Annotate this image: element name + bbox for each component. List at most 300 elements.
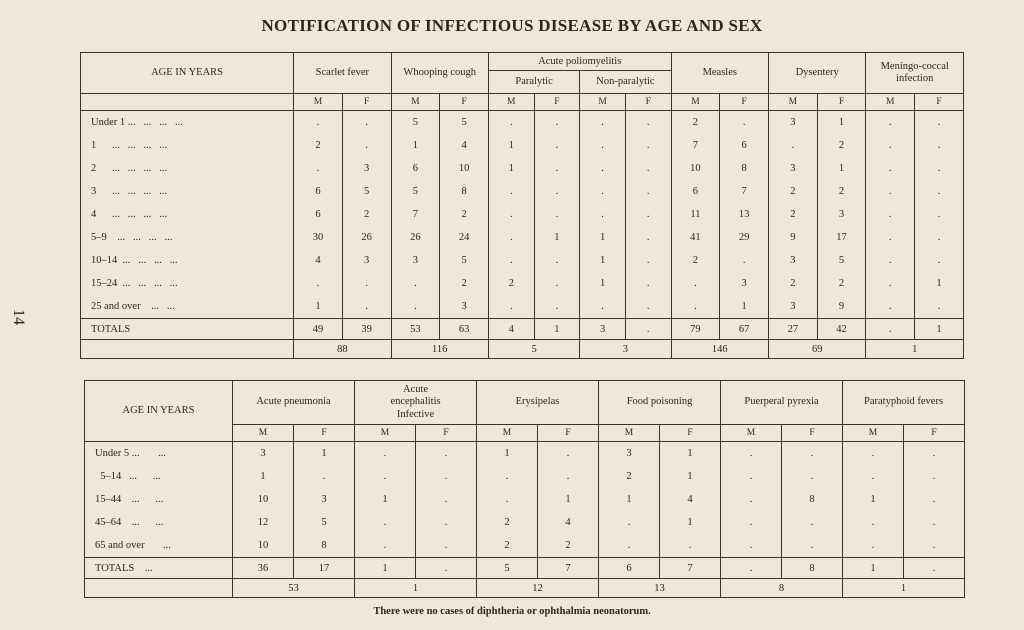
cell-value: 10	[233, 534, 294, 558]
cell-value: 8	[294, 534, 355, 558]
m-header: M	[488, 94, 534, 111]
cell-value: .	[625, 249, 671, 272]
m-header: M	[599, 425, 660, 442]
m-header: M	[355, 425, 416, 442]
col-polio-paralytic: Paralytic	[488, 71, 579, 94]
col-scarlet-fever: Scarlet fever	[294, 53, 391, 94]
age-group: 5–9 ... ... ... ...	[81, 226, 294, 249]
cell-value: .	[599, 511, 660, 534]
cell-value: 7	[671, 134, 720, 157]
cell-value: 5	[294, 511, 355, 534]
cell-value: 3	[342, 157, 391, 180]
combined-totals-row	[85, 579, 965, 598]
f-header: F	[817, 94, 866, 111]
table-row	[85, 488, 965, 511]
page-title: NOTIFICATION OF INFECTIOUS DISEASE BY AGE AND SEX	[261, 16, 763, 35]
m-header: M	[477, 425, 538, 442]
age-group: 2 ... ... ... ...	[81, 157, 294, 180]
cell-value: 1	[233, 465, 294, 488]
total-value: 49	[294, 319, 343, 340]
cell-value: .	[488, 249, 534, 272]
cell-value: .	[538, 465, 599, 488]
cell-value: 5	[391, 111, 440, 135]
m-header: M	[671, 94, 720, 111]
cell-value: .	[580, 134, 626, 157]
cell-value: 7	[720, 180, 769, 203]
cell-value: 8	[440, 180, 489, 203]
cell-value: 2	[768, 180, 817, 203]
cell-value: 3	[391, 249, 440, 272]
cell-value: 2	[477, 511, 538, 534]
cell-value: 6	[391, 157, 440, 180]
table-row	[85, 534, 965, 558]
col-acute-poliomyelitis: Acute poliomyelitis	[488, 53, 671, 71]
cell-value: .	[534, 134, 580, 157]
cell-value: .	[534, 157, 580, 180]
cell-value: .	[580, 203, 626, 226]
cell-value: .	[580, 111, 626, 135]
cell-value: .	[534, 203, 580, 226]
table-row	[81, 157, 964, 180]
combined-total: 1	[355, 579, 477, 598]
cell-value: 26	[391, 226, 440, 249]
cell-value: .	[866, 295, 915, 319]
combined-total: 1	[843, 579, 965, 598]
cell-value: .	[782, 534, 843, 558]
cell-value: .	[866, 203, 915, 226]
cell-value: 3	[720, 272, 769, 295]
cell-value: .	[342, 295, 391, 319]
cell-value: .	[625, 203, 671, 226]
cell-value: 1	[915, 272, 964, 295]
cell-value: .	[843, 534, 904, 558]
cell-value: .	[355, 465, 416, 488]
cell-value: 4	[660, 488, 721, 511]
cell-value: .	[488, 226, 534, 249]
cell-value: 1	[538, 488, 599, 511]
cell-value: .	[915, 180, 964, 203]
cell-value: .	[843, 442, 904, 466]
cell-value: .	[915, 134, 964, 157]
age-group: Under 1 ... ... ... ...	[81, 111, 294, 135]
cell-value: 10	[671, 157, 720, 180]
total-value: 63	[440, 319, 489, 340]
total-value: 36	[233, 558, 294, 579]
cell-value: .	[721, 442, 782, 466]
cell-value: .	[866, 111, 915, 135]
total-value: 79	[671, 319, 720, 340]
age-group: 65 and over ...	[85, 534, 233, 558]
total-value: 1	[534, 319, 580, 340]
m-header: M	[866, 94, 915, 111]
age-group: 3 ... ... ... ...	[81, 180, 294, 203]
cell-value: 1	[488, 157, 534, 180]
cell-value: .	[782, 511, 843, 534]
cell-value: .	[534, 272, 580, 295]
f-header: F	[342, 94, 391, 111]
f-header: F	[720, 94, 769, 111]
cell-value: 7	[391, 203, 440, 226]
blank-cell	[81, 340, 294, 359]
col-acute-pneumonia: Acute pneumonia	[233, 381, 355, 425]
cell-value: .	[915, 295, 964, 319]
f-header: F	[625, 94, 671, 111]
cell-value: 2	[599, 465, 660, 488]
combined-total: 5	[488, 340, 579, 359]
m-header: M	[843, 425, 904, 442]
cell-value: 1	[580, 272, 626, 295]
cell-value: 3	[440, 295, 489, 319]
cell-value: 3	[294, 488, 355, 511]
cell-value: .	[580, 180, 626, 203]
age-header: AGE IN YEARS	[81, 53, 294, 94]
cell-value: 2	[817, 134, 866, 157]
cell-value: 26	[342, 226, 391, 249]
cell-value: .	[904, 488, 965, 511]
cell-value: 1	[843, 488, 904, 511]
cell-value: .	[488, 111, 534, 135]
cell-value: .	[342, 111, 391, 135]
cell-value: 13	[720, 203, 769, 226]
cell-value: .	[391, 272, 440, 295]
f-header: F	[538, 425, 599, 442]
cell-value: 2	[342, 203, 391, 226]
cell-value: 29	[720, 226, 769, 249]
cell-value: 1	[660, 442, 721, 466]
cell-value: .	[488, 180, 534, 203]
total-value: .	[416, 558, 477, 579]
total-value: .	[904, 558, 965, 579]
cell-value: .	[915, 203, 964, 226]
combined-total: 3	[580, 340, 671, 359]
cell-value: .	[904, 511, 965, 534]
total-value: 67	[720, 319, 769, 340]
cell-value: .	[671, 272, 720, 295]
cell-value: 4	[440, 134, 489, 157]
cell-value: 6	[294, 203, 343, 226]
cell-value: 1	[488, 134, 534, 157]
age-group: 5–14 ... ...	[85, 465, 233, 488]
cell-value: 3	[768, 157, 817, 180]
cell-value: 1	[580, 249, 626, 272]
age-group: 25 and over ... ...	[81, 295, 294, 319]
m-header: M	[294, 94, 343, 111]
total-value: 53	[391, 319, 440, 340]
cell-value: .	[416, 534, 477, 558]
cell-value: .	[843, 465, 904, 488]
cell-value: 8	[782, 488, 843, 511]
cell-value: .	[866, 134, 915, 157]
total-value: 7	[538, 558, 599, 579]
cell-value: .	[625, 134, 671, 157]
m-header: M	[721, 425, 782, 442]
cell-value: .	[342, 272, 391, 295]
cell-value: 1	[817, 111, 866, 135]
table-row	[85, 511, 965, 534]
cell-value: .	[782, 465, 843, 488]
col-puerperal-pyrexia: Puerperal pyrexia	[721, 381, 843, 425]
cell-value: .	[416, 465, 477, 488]
cell-value: 6	[671, 180, 720, 203]
f-header: F	[904, 425, 965, 442]
cell-value: .	[534, 249, 580, 272]
cell-value: 2	[768, 203, 817, 226]
cell-value: 1	[534, 226, 580, 249]
cell-value: 5	[440, 111, 489, 135]
f-header: F	[294, 425, 355, 442]
age-group: 15–24 ... ... ... ...	[81, 272, 294, 295]
cell-value: .	[599, 534, 660, 558]
cell-value: .	[625, 180, 671, 203]
total-value: 6	[599, 558, 660, 579]
m-header: M	[391, 94, 440, 111]
col-paratyphoid-fevers: Paratyphoid fevers	[843, 381, 965, 425]
cell-value: 1	[477, 442, 538, 466]
age-header-2: AGE IN YEARS	[85, 381, 233, 442]
cell-value: .	[580, 295, 626, 319]
blank-cell	[85, 579, 233, 598]
cell-value: .	[625, 295, 671, 319]
table-row	[81, 134, 964, 157]
m-header: M	[768, 94, 817, 111]
table-infectious-disease-1	[80, 52, 964, 359]
cell-value: 4	[538, 511, 599, 534]
cell-value: .	[768, 134, 817, 157]
total-value: 42	[817, 319, 866, 340]
cell-value: .	[625, 111, 671, 135]
totals-row	[85, 558, 965, 579]
cell-value: 4	[294, 249, 343, 272]
cell-value: 1	[294, 295, 343, 319]
table-row	[81, 249, 964, 272]
cell-value: .	[915, 226, 964, 249]
combined-total: 12	[477, 579, 599, 598]
f-header: F	[440, 94, 489, 111]
cell-value: 5	[440, 249, 489, 272]
age-group: 45–64 ... ...	[85, 511, 233, 534]
cell-value: .	[660, 534, 721, 558]
cell-value: .	[488, 203, 534, 226]
cell-value: 1	[599, 488, 660, 511]
combined-total: 88	[294, 340, 391, 359]
cell-value: 9	[768, 226, 817, 249]
cell-value: .	[915, 249, 964, 272]
cell-value: 2	[440, 272, 489, 295]
cell-value: .	[904, 442, 965, 466]
cell-value: 2	[538, 534, 599, 558]
cell-value: .	[866, 180, 915, 203]
cell-value: .	[477, 465, 538, 488]
cell-value: 3	[817, 203, 866, 226]
cell-value: .	[534, 111, 580, 135]
cell-value: 2	[817, 180, 866, 203]
cell-value: 1	[580, 226, 626, 249]
cell-value: 41	[671, 226, 720, 249]
cell-value: 3	[342, 249, 391, 272]
cell-value: .	[355, 442, 416, 466]
m-header: M	[580, 94, 626, 111]
f-header: F	[416, 425, 477, 442]
cell-value: 2	[294, 134, 343, 157]
f-header: F	[660, 425, 721, 442]
cell-value: 6	[720, 134, 769, 157]
col-acute-encephalitis: Acute encephalitis Infective	[355, 381, 477, 425]
cell-value: .	[477, 488, 538, 511]
cell-value: .	[720, 249, 769, 272]
cell-value: .	[580, 157, 626, 180]
cell-value: .	[721, 488, 782, 511]
col-food-poisoning: Food poisoning	[599, 381, 721, 425]
cell-value: 2	[440, 203, 489, 226]
page-number: 14	[10, 309, 27, 325]
cell-value: 30	[294, 226, 343, 249]
total-value: 17	[294, 558, 355, 579]
col-dysentery: Dysentery	[768, 53, 865, 94]
cell-value: 2	[477, 534, 538, 558]
cell-value: 1	[660, 511, 721, 534]
total-value: 7	[660, 558, 721, 579]
cell-value: 3	[768, 295, 817, 319]
cell-value: 12	[233, 511, 294, 534]
cell-value: 1	[355, 488, 416, 511]
cell-value: 5	[342, 180, 391, 203]
cell-value: 2	[768, 272, 817, 295]
cell-value: 17	[817, 226, 866, 249]
col-polio-nonparalytic: Non-paralytic	[580, 71, 671, 94]
cell-value: .	[342, 134, 391, 157]
cell-value: 9	[817, 295, 866, 319]
cell-value: .	[720, 111, 769, 135]
age-group: 4 ... ... ... ...	[81, 203, 294, 226]
cell-value: .	[904, 534, 965, 558]
cell-value: 3	[233, 442, 294, 466]
cell-value: 5	[817, 249, 866, 272]
table-row	[81, 295, 964, 319]
cell-value: .	[488, 295, 534, 319]
table-infectious-disease-2	[84, 380, 965, 598]
combined-total: 1	[866, 340, 964, 359]
total-value: 3	[580, 319, 626, 340]
cell-value: .	[538, 442, 599, 466]
cell-value: 3	[768, 249, 817, 272]
combined-total: 53	[233, 579, 355, 598]
cell-value: 2	[671, 111, 720, 135]
cell-value: .	[866, 272, 915, 295]
age-group: 1 ... ... ... ...	[81, 134, 294, 157]
cell-value: 3	[768, 111, 817, 135]
table-row	[81, 111, 964, 135]
cell-value: .	[355, 534, 416, 558]
cell-value: .	[625, 157, 671, 180]
cell-value: .	[721, 511, 782, 534]
cell-value: 1	[294, 442, 355, 466]
total-value: 1	[355, 558, 416, 579]
age-group: 10–14 ... ... ... ...	[81, 249, 294, 272]
col-measles: Measles	[671, 53, 768, 94]
table-row	[81, 272, 964, 295]
combined-total: 69	[768, 340, 865, 359]
col-erysipelas: Erysipelas	[477, 381, 599, 425]
total-value: .	[721, 558, 782, 579]
cell-value: .	[843, 511, 904, 534]
total-value: .	[866, 319, 915, 340]
cell-value: 1	[391, 134, 440, 157]
cell-value: 8	[720, 157, 769, 180]
cell-value: .	[391, 295, 440, 319]
total-value: .	[625, 319, 671, 340]
total-value: 8	[782, 558, 843, 579]
footer-note: There were no cases of diphtheria or ophthalmia neonatorum.	[373, 606, 651, 617]
cell-value: .	[915, 111, 964, 135]
cell-value: 3	[599, 442, 660, 466]
cell-value: 2	[817, 272, 866, 295]
combined-total: 8	[721, 579, 843, 598]
cell-value: .	[721, 534, 782, 558]
cell-value: .	[534, 180, 580, 203]
cell-value: 10	[440, 157, 489, 180]
cell-value: .	[294, 465, 355, 488]
cell-value: .	[866, 226, 915, 249]
cell-value: .	[671, 295, 720, 319]
f-header: F	[782, 425, 843, 442]
cell-value: .	[625, 272, 671, 295]
cell-value: .	[782, 442, 843, 466]
cell-value: .	[866, 249, 915, 272]
cell-value: .	[416, 511, 477, 534]
combined-totals-row	[81, 340, 964, 359]
m-header: M	[233, 425, 294, 442]
total-value: 1	[915, 319, 964, 340]
cell-value: .	[721, 465, 782, 488]
table-row	[81, 180, 964, 203]
cell-value: 1	[817, 157, 866, 180]
cell-value: .	[866, 157, 915, 180]
age-group: Under 5 ... ...	[85, 442, 233, 466]
cell-value: 2	[671, 249, 720, 272]
combined-total: 116	[391, 340, 488, 359]
f-header: F	[915, 94, 964, 111]
cell-value: 2	[488, 272, 534, 295]
col-whooping-cough: Whooping cough	[391, 53, 488, 94]
cell-value: .	[416, 488, 477, 511]
age-group: 15–44 ... ...	[85, 488, 233, 511]
cell-value: .	[904, 465, 965, 488]
total-value: 4	[488, 319, 534, 340]
total-value: 39	[342, 319, 391, 340]
col-meningococcal: Meningo-coccal infection	[866, 53, 964, 94]
cell-value: .	[294, 111, 343, 135]
totals-label: TOTALS	[81, 319, 294, 340]
f-header: F	[534, 94, 580, 111]
combined-total: 13	[599, 579, 721, 598]
cell-value: .	[294, 272, 343, 295]
totals-label: TOTALS ...	[85, 558, 233, 579]
table-row	[81, 203, 964, 226]
total-value: 1	[843, 558, 904, 579]
totals-row	[81, 319, 964, 340]
cell-value: 1	[660, 465, 721, 488]
cell-value: 5	[391, 180, 440, 203]
cell-value: .	[534, 295, 580, 319]
cell-value: 10	[233, 488, 294, 511]
cell-value: 1	[720, 295, 769, 319]
cell-value: .	[294, 157, 343, 180]
cell-value: .	[416, 442, 477, 466]
cell-value: 11	[671, 203, 720, 226]
cell-value: 24	[440, 226, 489, 249]
cell-value: .	[355, 511, 416, 534]
table-row	[81, 226, 964, 249]
